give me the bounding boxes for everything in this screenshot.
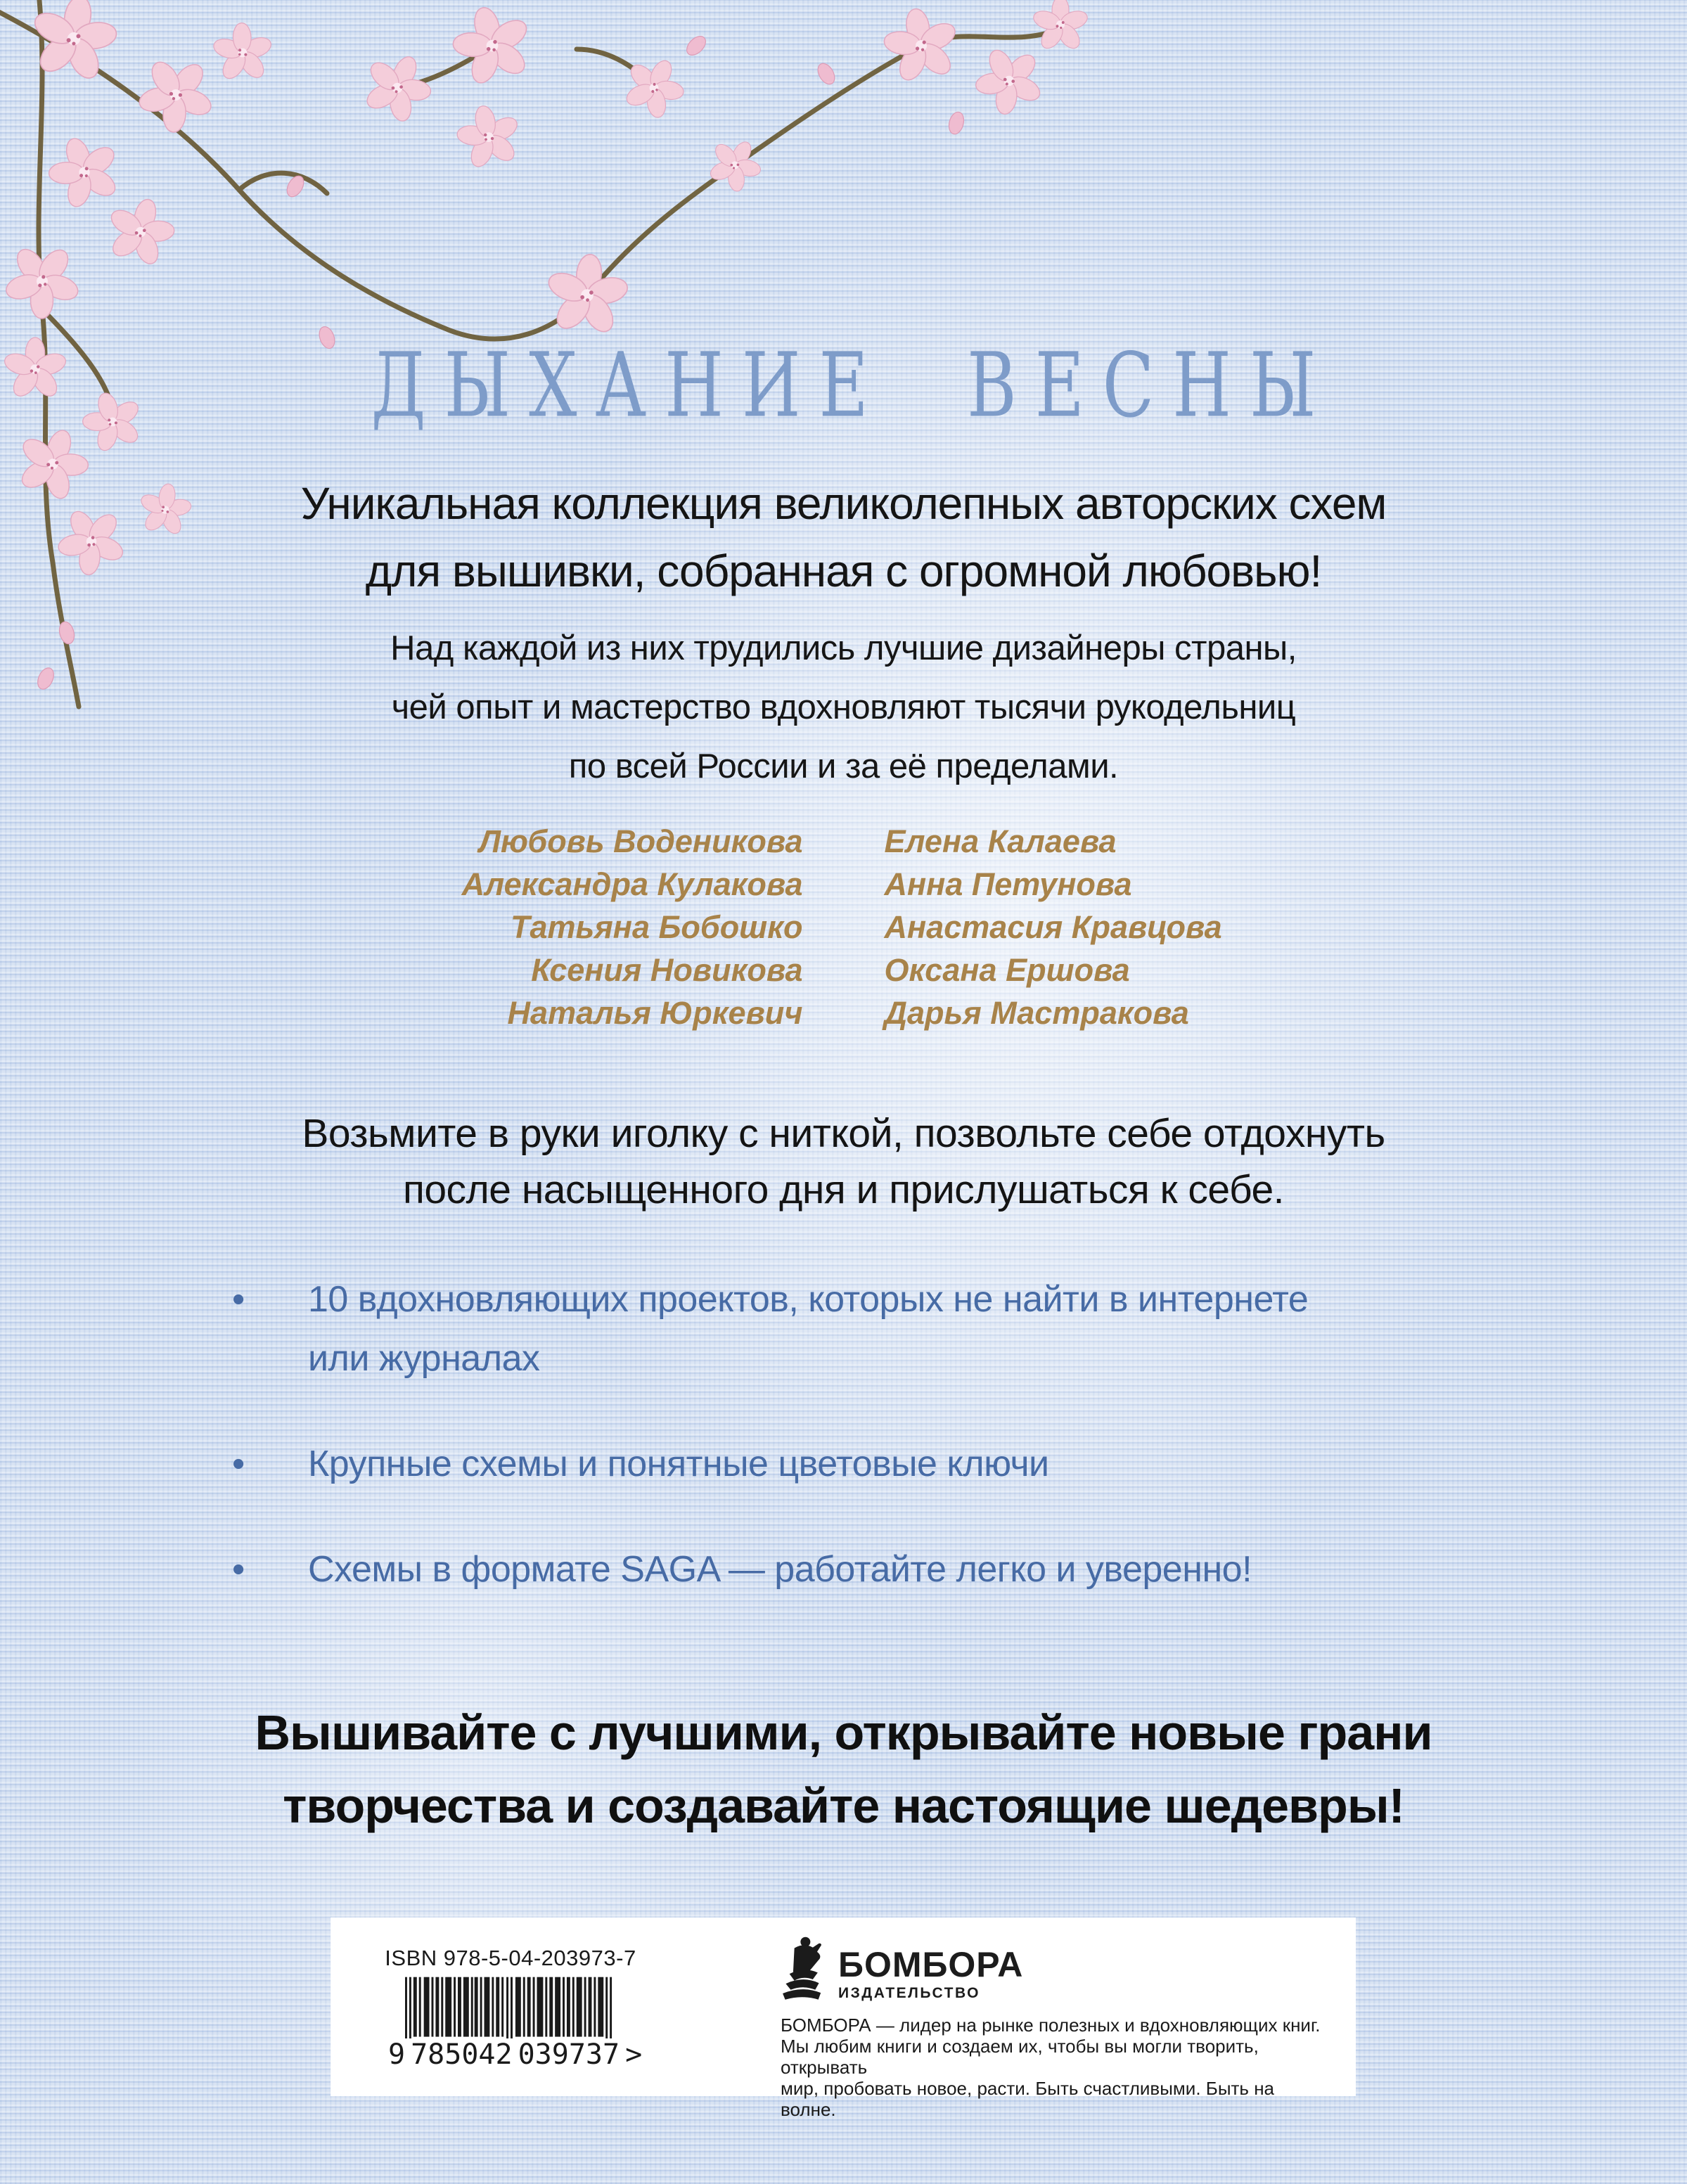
bullet-item <box>232 1270 1519 1388</box>
closing-slogan-line: творчества и создавайте настоящие шедевры! <box>283 1778 1404 1833</box>
designer-column-left <box>392 820 803 1034</box>
closing-slogan <box>0 1696 1687 1842</box>
designer-name: Анастасия Кравцова <box>884 909 1222 945</box>
publisher-block <box>781 1936 1329 2120</box>
invitation-line: Возьмите в руки иголку с ниткой, позвольте себе отдохнуть <box>302 1111 1385 1156</box>
bullet-text-line: Схемы в формате SAGA — работайте легко и уверенно! <box>308 1549 1252 1590</box>
publisher-subtitle: ИЗДАТЕЛЬСТВО <box>838 1985 980 2001</box>
page-title: ДЫХАНИЕ ВЕСНЫ <box>371 333 1335 437</box>
publisher-logo-text <box>838 1936 1023 2002</box>
barcode-arrow: > <box>622 2038 645 2071</box>
designer-name: Ксения Новикова <box>531 952 803 988</box>
bullet-dot: • <box>232 1444 245 1484</box>
bombora-logo-icon <box>781 1936 824 2003</box>
footer-panel <box>331 1918 1356 2120</box>
bullet-text-line: Крупные схемы и понятные цветовые ключи <box>308 1444 1049 1484</box>
publisher-name: БОМБОРА <box>838 1945 1024 1984</box>
designer-name: Елена Калаева <box>884 823 1117 859</box>
bullet-text-line: 10 вдохновляющих проектов, которых не найти в интернете <box>308 1279 1309 1320</box>
barcode-right-group: 039737 <box>515 2038 623 2071</box>
bullet-dot: • <box>232 1279 245 1320</box>
feature-bullet-list <box>232 1270 1519 1645</box>
designer-name: Любовь Воденикова <box>479 823 803 859</box>
barcode-digits <box>385 2038 643 2071</box>
subintro-line: чей опыт и мастерство вдохновляют тысячи рукодельниц <box>391 688 1296 726</box>
designer-name: Анна Петунова <box>884 866 1132 902</box>
barcode-lead-digit: 9 <box>385 2038 408 2071</box>
subintro-paragraph <box>0 619 1687 796</box>
publisher-description-line: мир, пробовать новое, расти. Быть счастливыми. Быть на волне. <box>781 2078 1275 2120</box>
publisher-logo-row <box>781 1936 1329 2003</box>
barcode-left-group: 785042 <box>408 2038 515 2071</box>
subintro-line: по всей России и за её пределами. <box>568 747 1119 785</box>
bullet-text-line: или журналах <box>308 1338 540 1379</box>
intro-line: для вышивки, собранная с огромной любовью! <box>365 546 1322 596</box>
designer-name: Александра Кулакова <box>461 866 803 902</box>
invitation-paragraph <box>0 1105 1687 1218</box>
isbn-block <box>370 1946 651 2071</box>
bullet-item <box>232 1540 1519 1599</box>
publisher-description-line: БОМБОРА — лидер на рынке полезных и вдохновляющих книг. <box>781 2015 1321 2036</box>
intro-line: Уникальная коллекция великолепных авторских схем <box>300 478 1387 529</box>
designer-names-list <box>0 820 1687 1034</box>
designer-name: Дарья Мастракова <box>884 995 1189 1031</box>
designer-column-right <box>885 820 1296 1034</box>
designer-name: Наталья Юркевич <box>507 995 803 1031</box>
intro-paragraph <box>0 470 1687 605</box>
invitation-line: после насыщенного дня и прислушаться к себе. <box>402 1167 1285 1212</box>
bullet-dot: • <box>232 1549 245 1590</box>
subintro-line: Над каждой из них трудились лучшие дизайнеры страны, <box>390 629 1297 667</box>
designer-name: Татьяна Бобошко <box>511 909 803 945</box>
closing-slogan-line: Вышивайте с лучшими, открывайте новые грани <box>255 1705 1432 1760</box>
publisher-description-line: Мы любим книги и создаем их, чтобы вы могли творить, открывать <box>781 2036 1259 2078</box>
isbn-label: ISBN 978-5-04-203973-7 <box>385 1946 636 1970</box>
designer-name: Оксана Ершова <box>884 952 1130 988</box>
bullet-item <box>232 1434 1519 1494</box>
publisher-description <box>781 2015 1329 2120</box>
